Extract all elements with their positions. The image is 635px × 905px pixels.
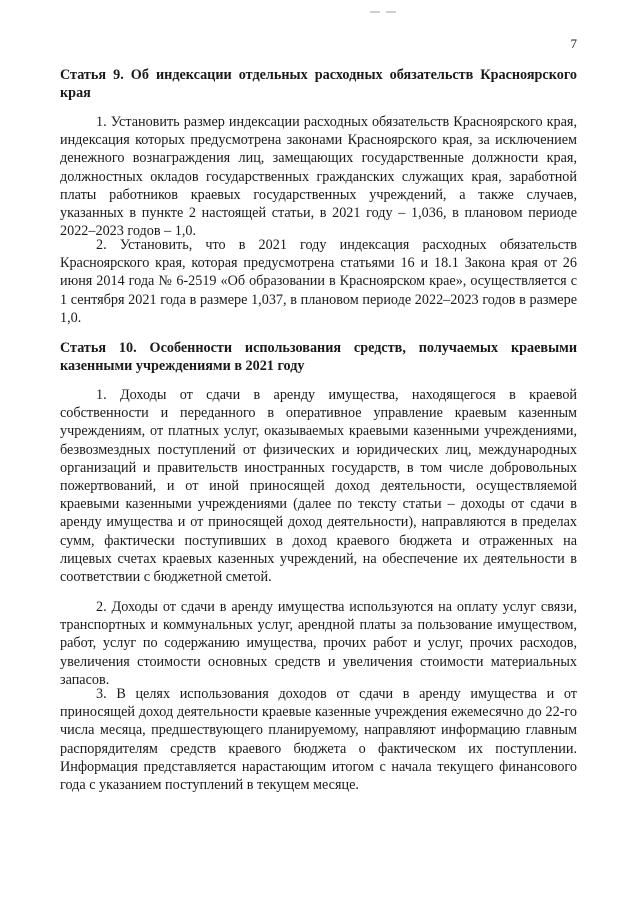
article-9-heading: Статья 9. Об индексации отдельных расходных обязательств Красноярского края <box>60 67 577 101</box>
article-10-paragraph-1: 1. Доходы от сдачи в аренду имущества, находящегося в краевой собственности и переданного в оперативное управление краевым казенным учреждениям, от платных услуг, оказываемых краевыми казенными учреждениями, безвозмездных поступлений от физических и юридических лиц, международных организаций и правительств иностранных государств, в том числе добровольных пожертвований, и от иной приносящей доход деятельности, осуществляемой краевыми казенными учреждениями (далее по тексту статьи – доходы от сдачи в аренду имущества и от приносящей доход деятельности), направляются в пределах сумм, фактически поступивших в доход краевого бюджета и отраженных на лицевых счетах краевых казенных учреждений, на обеспечение их деятельности в соответствии с бюджетной сметой. <box>60 387 577 586</box>
article-9-paragraph-1: 1. Установить размер индексации расходных обязательств Красноярского края, индексация которых предусмотрена законами Красноярского края, за исключением денежного вознаграждения лиц, замещающих государственные должности края, должностных окладов государственных гражданских служащих края, заработной платы работников краевых государственных учреждений, а также случаев, указанных в пункте 2 настоящей статьи, в 2021 году – 1,036, в плановом периоде 2022–2023 годов – 1,0. <box>60 114 577 240</box>
page-number: 7 <box>570 36 577 51</box>
article-10-paragraph-2: 2. Доходы от сдачи в аренду имущества используются на оплату услуг связи, транспортных и коммунальных услуг, арендной платы за пользование имуществом, работ, услуг по содержанию имущества, прочих работ и услуг, прочих расходов, увеличения стоимости основных средств и увеличения стоимости материальных запасов. <box>60 599 577 688</box>
article-10-heading: Статья 10. Особенности использования средств, получаемых краевыми казенными учреждениями в 2021 году <box>60 340 577 374</box>
article-9-paragraph-2: 2. Установить, что в 2021 году индексация расходных обязательств Красноярского края, которая предусмотрена статьями 16 и 18.1 Закона края от 26 июня 2014 года № 6-2519 «Об образовании в Красноярском крае», осуществляется с 1 сентября 2021 года в размере 1,037, в плановом периоде 2022–2023 годов в размере 1,0. <box>60 237 577 326</box>
article-10-paragraph-3: 3. В целях использования доходов от сдачи в аренду имущества и от приносящей доход деятельности краевые казенные учреждения ежемесячно до 22-го числа месяца, предшествующего планируемому, направляют информацию главным распорядителям средств краевого бюджета о фактическом их поступлении. Информация представляется нарастающим итогом с начала текущего финансового года с указанием поступлений в текущем месяце. <box>60 686 577 794</box>
document-page <box>60 0 577 905</box>
